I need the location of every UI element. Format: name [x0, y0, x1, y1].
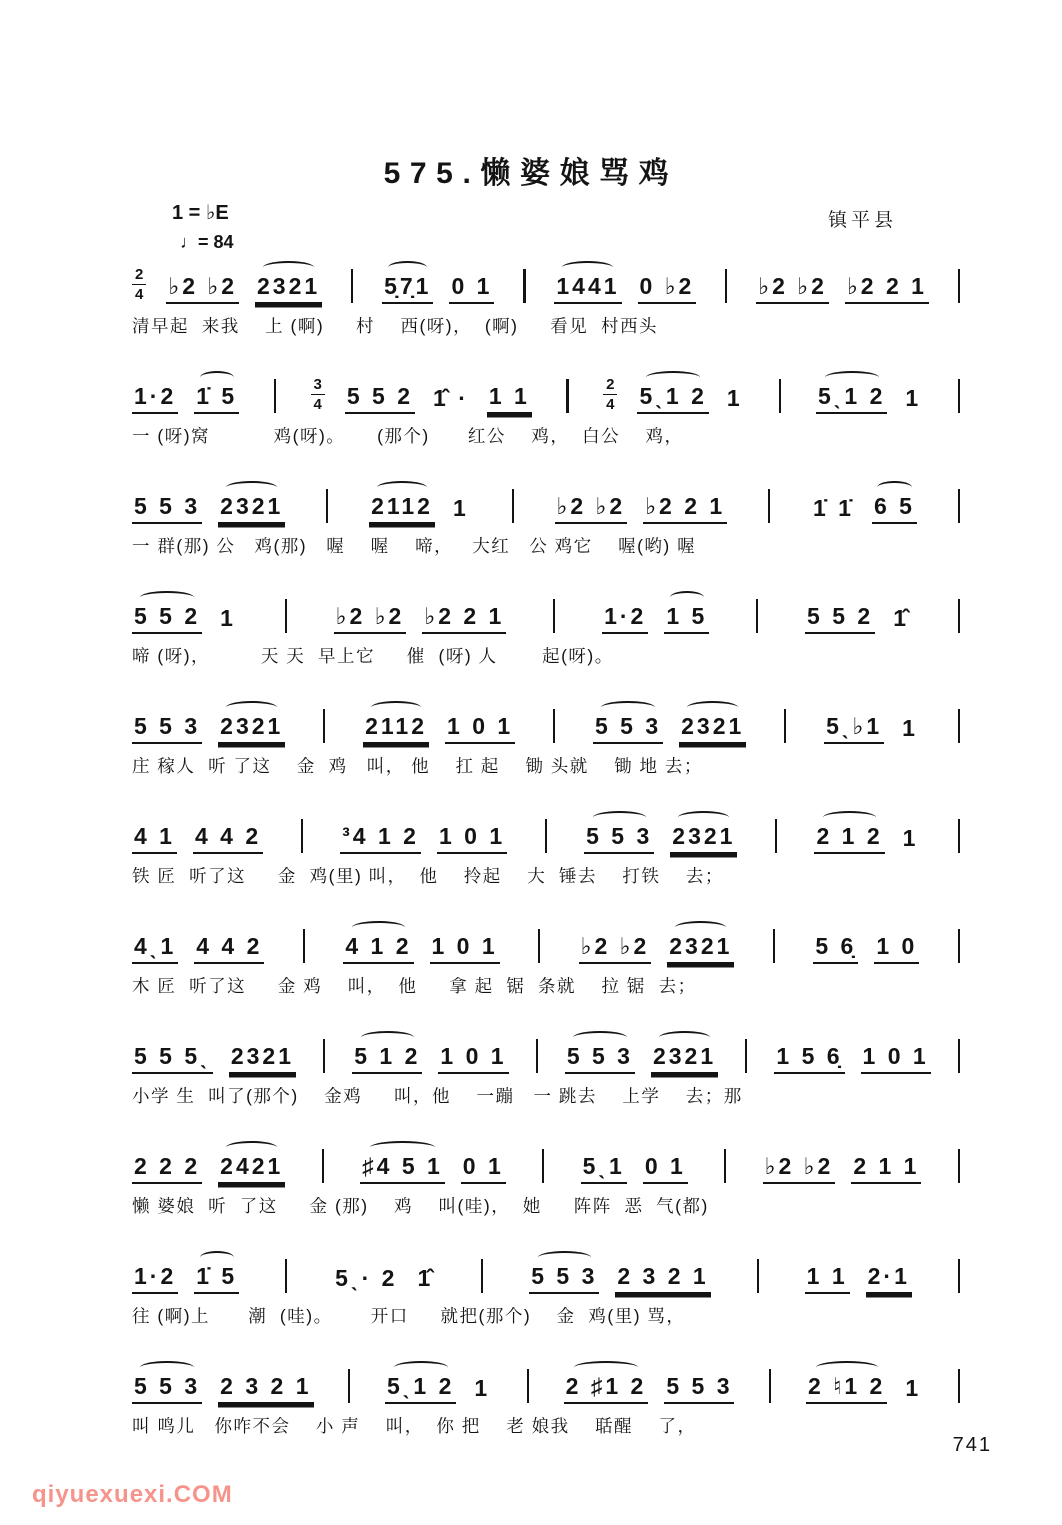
- time-signature-numerator: 2: [132, 267, 146, 285]
- note-group: 4 4 2: [193, 824, 263, 854]
- notation-system: [132, 1248, 960, 1328]
- note-group: 5 5 3: [132, 1374, 202, 1404]
- measure: [824, 714, 920, 744]
- note-group: 0 1: [461, 1154, 506, 1184]
- note-group: 5 5 5ˎ: [132, 1044, 213, 1074]
- measure: [554, 274, 696, 304]
- measure: [816, 384, 923, 414]
- note-group: 2 3 2 1: [615, 1264, 710, 1294]
- note-group: 2112: [363, 714, 429, 744]
- measure: [311, 377, 532, 414]
- time-signature-denominator: 4: [606, 396, 615, 413]
- barline: [773, 929, 775, 963]
- note-group: 1·2: [132, 1264, 178, 1294]
- note-group: 2 3 2 1: [218, 1374, 313, 1404]
- measure: [811, 494, 917, 524]
- note-group: 5ˎ1 2: [637, 384, 708, 414]
- barline: [553, 709, 555, 743]
- measure: [774, 1044, 930, 1074]
- time-signature: [311, 377, 325, 412]
- note-group: 2 1 1: [851, 1154, 921, 1184]
- note-group: 5 1 2: [352, 1044, 422, 1074]
- barline: [745, 1039, 747, 1073]
- barline: [958, 269, 960, 303]
- note-group: 2321: [670, 824, 737, 854]
- barline: [958, 599, 960, 633]
- time-signature-numerator: 3: [311, 377, 325, 395]
- barline: [784, 709, 786, 743]
- barline: [545, 819, 547, 853]
- note-group: 6 5: [872, 494, 917, 524]
- barline: [301, 819, 303, 853]
- notation-system: [132, 588, 960, 668]
- note-group: ♯4 5 1: [360, 1154, 445, 1184]
- measure: [602, 604, 709, 634]
- notation-line: [132, 368, 960, 414]
- lyrics-line: 一 群(那) 公 鸡(那) 喔 喔 啼， 大红 公 鸡它 喔(哟) 喔: [132, 536, 697, 556]
- measure: [132, 934, 264, 964]
- note-group: 2421: [218, 1154, 285, 1184]
- measure: [593, 714, 746, 744]
- note-group: 5 5 3: [132, 494, 202, 524]
- measure: [132, 494, 285, 524]
- note-group: 2321: [229, 1044, 296, 1074]
- note-group: 2·1: [866, 1264, 912, 1294]
- measure: [756, 274, 929, 304]
- note-group: 5 5 3: [593, 714, 663, 744]
- notation-system: [132, 698, 960, 778]
- time-signature-numerator: 2: [603, 377, 617, 395]
- barline: [303, 929, 305, 963]
- note-group: 2321: [255, 274, 322, 304]
- note-group: 1 5: [664, 604, 709, 634]
- measure: [581, 1154, 688, 1184]
- note-group: 1: [902, 714, 918, 741]
- barline: [553, 599, 555, 633]
- note-group: 5 6̣: [813, 934, 858, 964]
- measure: [132, 1044, 296, 1074]
- note-group: 5 5 3: [664, 1374, 734, 1404]
- barline: [756, 599, 758, 633]
- note-group: 1: [902, 824, 919, 851]
- note-group: 2 ♯1 2: [564, 1374, 649, 1404]
- time-signature: [132, 267, 146, 302]
- barline: [481, 1259, 483, 1293]
- lyrics-line: 一 (呀)窝 鸡(呀)。 (那个) 红公 鸡， 白公 鸡，: [132, 426, 684, 446]
- note-group: 2 2 2: [132, 1154, 202, 1184]
- note-group: 5 5 3: [529, 1264, 599, 1294]
- lyrics-line: 清早起 来我 上 (啊) 村 西(呀)， (啊) 看见 村西头: [132, 316, 659, 336]
- barline: [285, 1259, 287, 1293]
- note-group: 2112: [369, 494, 435, 524]
- tempo-marking: ♩= 84: [180, 232, 234, 252]
- note-group: 1441: [554, 274, 621, 304]
- barline: [769, 1369, 771, 1403]
- lyrics-line: 铁 匠 听了这 金 鸡(里) 叫， 他 拎起 大 锤去 打铁 去；: [132, 866, 724, 886]
- measure: [579, 934, 735, 964]
- note-group: ♭2 ♭2: [555, 494, 628, 524]
- measure: [132, 1154, 285, 1184]
- measure: [806, 1374, 923, 1404]
- note-group: 5ˎ1 2: [816, 384, 887, 414]
- note-group: 1: [452, 494, 469, 521]
- measure: [385, 1374, 492, 1404]
- barline: [542, 1149, 544, 1183]
- barline: [958, 1259, 960, 1293]
- lyrics-line: 木 匠 听了这 金 鸡 叫， 他 拿 起 锯 条就 拉 锯 去；: [132, 976, 697, 996]
- note-group: 5 5 2: [805, 604, 875, 634]
- notation-line: [132, 808, 960, 854]
- barline: [958, 379, 960, 413]
- barline: [958, 1039, 960, 1073]
- note-group: 1: [905, 384, 922, 411]
- notation-system: [132, 258, 960, 338]
- measure: [343, 934, 499, 964]
- lyrics-line: 往 (啊)上 潮 (哇)。 开口 就把(那个) 金 鸡(里) 骂，: [132, 1306, 686, 1326]
- note-group: ♭2 2 1: [845, 274, 929, 304]
- barline: [958, 489, 960, 523]
- note-group: 1: [474, 1374, 491, 1401]
- barline: [958, 1149, 960, 1183]
- note-group: 1̂: [417, 1264, 434, 1291]
- time-signature: [603, 377, 617, 412]
- note-group: 1 0: [874, 934, 919, 964]
- note-group: 1̇ 5: [194, 384, 239, 414]
- note-group: 1: [220, 604, 236, 631]
- barline: [958, 709, 960, 743]
- note-group: 5 5 3: [584, 824, 654, 854]
- note-group: 1·2: [602, 604, 648, 634]
- barline: [768, 489, 770, 523]
- note-group: 1 0 1: [861, 1044, 931, 1074]
- lyrics-line: 啼 (呀)， 天 天 早上它 催 (呀) 人 起(呀)。: [132, 646, 614, 666]
- note-group: 2321: [218, 494, 285, 524]
- barline: [775, 819, 777, 853]
- measure: [352, 1044, 508, 1074]
- measure: [529, 1264, 711, 1294]
- score: [132, 258, 960, 1468]
- notation-system: [132, 918, 960, 998]
- measure: [805, 604, 911, 634]
- measure: [564, 1374, 735, 1404]
- barline: [323, 709, 325, 743]
- note-group: 5ˎ1 2: [385, 1374, 456, 1404]
- region-label: 镇平县: [828, 210, 898, 231]
- note-group: 1 1: [487, 384, 532, 414]
- measure: [584, 824, 737, 854]
- note-group: 1 5 6̣: [774, 1044, 844, 1074]
- measure: [369, 494, 471, 524]
- note-group: ♭2 ♭2: [579, 934, 652, 964]
- note-group: 2321: [218, 714, 285, 744]
- notation-system: [132, 808, 960, 888]
- barline: [274, 379, 276, 413]
- watermark-link[interactable]: qiyuexuexi.COM: [32, 1481, 233, 1508]
- note-group: 2 1 2: [814, 824, 884, 854]
- lyrics-line: 小学 生 叫了(那个) 金鸡 叫，他 一蹦 一 跳去 上学 去；那: [132, 1086, 743, 1106]
- key-signature: 1 = ♭E: [172, 202, 229, 224]
- measure: [360, 1154, 506, 1184]
- barline: [285, 599, 287, 633]
- barline: [757, 1259, 759, 1293]
- lyrics-line: 庄 稼人 听 了这 金 鸡 叫， 他 扛 起 锄 头就 锄 地 去；: [132, 756, 703, 776]
- measure: [132, 1264, 239, 1294]
- barline: [323, 1039, 325, 1073]
- measure: [132, 1374, 314, 1404]
- barline: [724, 1149, 726, 1183]
- barline: [348, 1369, 350, 1403]
- notation-system: [132, 478, 960, 558]
- note-group: 5 5 2: [345, 384, 415, 414]
- barline: [527, 1369, 529, 1403]
- notation-line: [132, 1358, 960, 1404]
- measure: [132, 714, 285, 744]
- barline: [958, 819, 960, 853]
- notation-line: [132, 1138, 960, 1184]
- barline: [326, 489, 328, 523]
- barline: [512, 489, 514, 523]
- note-group: ♭2 ♭2: [756, 274, 829, 304]
- notation-line: [132, 478, 960, 524]
- note-group: ♭2 2 1: [643, 494, 727, 524]
- note-group: 1 0 1: [438, 1044, 508, 1074]
- note-group: 2 ♮1 2: [806, 1374, 887, 1404]
- measure: [132, 604, 238, 634]
- measure: [814, 824, 920, 854]
- note-group: 4 1 2: [343, 934, 413, 964]
- note-group: 0 1: [449, 274, 494, 304]
- note-group: 5̣7̣1: [382, 274, 433, 304]
- measure: [132, 267, 322, 304]
- note-group: 1 0 1: [437, 824, 507, 854]
- barline: [322, 1149, 324, 1183]
- time-signature-denominator: 4: [313, 396, 322, 413]
- measure: [334, 604, 507, 634]
- notation-line: [132, 1028, 960, 1074]
- measure: [555, 494, 728, 524]
- measure: [603, 377, 745, 414]
- notation-line: [132, 918, 960, 964]
- notation-system: [132, 368, 960, 448]
- note-group: ♭2 2 1: [422, 604, 506, 634]
- song-title: 575.懒婆娘骂鸡: [383, 157, 679, 190]
- note-group: 1̇ 5: [194, 1264, 239, 1294]
- note-group: 1 0 1: [445, 714, 515, 744]
- barline: [523, 269, 525, 303]
- note-group: ♭2 ♭2: [166, 274, 239, 304]
- notation-system: [132, 1138, 960, 1218]
- measure: [565, 1044, 718, 1074]
- measure: [363, 714, 515, 744]
- note-group: 4 1: [132, 824, 177, 854]
- notation-line: [132, 1248, 960, 1294]
- note-group: ³4 1 2: [340, 824, 421, 854]
- note-group: ♭2 ♭2: [763, 1154, 836, 1184]
- barline: [958, 929, 960, 963]
- barline: [958, 1369, 960, 1403]
- notation-line: [132, 588, 960, 634]
- note-group: 1̂ ·: [433, 384, 469, 411]
- measure: [805, 1264, 912, 1294]
- barline: [725, 269, 727, 303]
- barline: [779, 379, 781, 413]
- note-group: 4 4 2: [194, 934, 264, 964]
- barline: [351, 269, 353, 303]
- note-group: 5 5 2: [132, 604, 202, 634]
- notation-system: [132, 1028, 960, 1108]
- note-group: 1̂: [893, 604, 909, 631]
- note-group: 2321: [651, 1044, 718, 1074]
- notation-system: [132, 1358, 960, 1438]
- note-group: 5 5 3: [565, 1044, 635, 1074]
- note-group: 1·2: [132, 384, 178, 414]
- note-group: 1̇ 1̇: [812, 494, 854, 521]
- lyrics-line: 叫 鸣儿 你咋不会 小 声 叫， 你 把 老 娘我 聒醒 了，: [132, 1416, 697, 1436]
- barline: [538, 929, 540, 963]
- note-group: 1 1: [805, 1264, 850, 1294]
- note-group: 0 1: [643, 1154, 688, 1184]
- measure: [132, 824, 263, 854]
- page-number: 741: [952, 1434, 992, 1456]
- time-signature-denominator: 4: [135, 286, 144, 303]
- note-group: 5ˎ· 2: [335, 1264, 398, 1291]
- notation-line: [132, 258, 960, 304]
- note-group: 1: [905, 1374, 922, 1401]
- note-group: 4ˎ1: [132, 934, 178, 964]
- note-group: 5 5 3: [132, 714, 202, 744]
- note-group: 1 0 1: [430, 934, 500, 964]
- note-group: ♭2 ♭2: [334, 604, 407, 634]
- lyrics-line: 懒 婆娘 听 了这 金 (那) 鸡 叫(哇)， 她 阵阵 恶 气(都): [132, 1196, 709, 1216]
- notation-line: [132, 698, 960, 744]
- note-group: 5ˎ1: [581, 1154, 627, 1184]
- note-group: 5ˎ♭1: [824, 714, 884, 744]
- measure: [333, 1266, 435, 1294]
- note-group: 2321: [667, 934, 734, 964]
- measure: [382, 274, 494, 304]
- barline: [536, 1039, 538, 1073]
- measure: [340, 824, 507, 854]
- measure: [132, 384, 239, 414]
- measure: [813, 934, 919, 964]
- note-group: 1: [726, 384, 743, 411]
- note-group: 2321: [679, 714, 746, 744]
- measure: [763, 1154, 922, 1184]
- barline: [566, 379, 568, 413]
- note-group: 0 ♭2: [638, 274, 697, 304]
